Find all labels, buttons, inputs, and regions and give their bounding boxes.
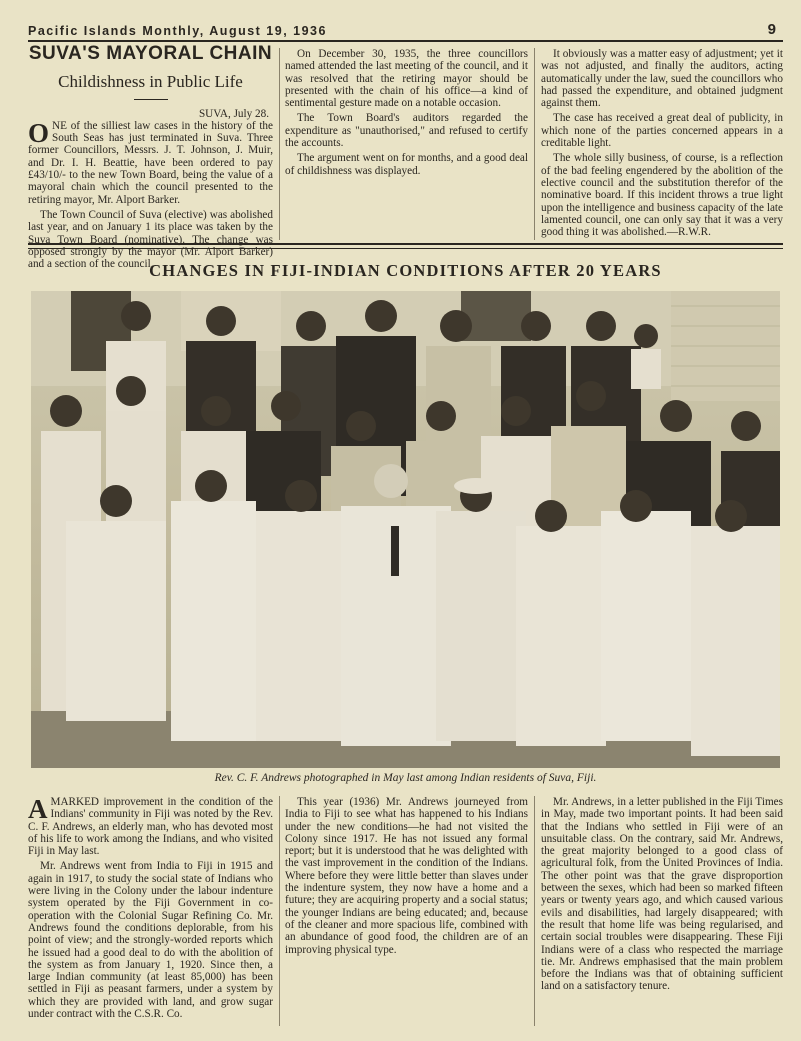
article1-column-2	[285, 48, 528, 180]
article1-paragraph: The whole silly business, of course, is a reflection of the bad feeling engendered by the abolition of the elective council and the substitution therefor of the nominative board. If this incident throws a true light upon the intelligence and business capacity of the late lamented council, one can only say that it was a very good thing it was abolished.—R.W.R.	[541, 152, 783, 239]
section-rule-thin	[28, 248, 783, 249]
subhead-divider	[134, 99, 168, 100]
article2-column-1	[28, 796, 273, 1023]
article2-paragraph: Mr. Andrews, in a letter published in the Fiji Times in May, made two important points. It had been said that the Indians who settled in Fiji were of an unsuitable class. On the contrary, said Mr. Andrews, the great majority belonged to a good class of agricultural folk, from the United Provinces of India. The other point was that the grave disproportion between the sexes, which had been so marked fifteen years or twenty years ago, and which caused various evils and disabilities, had largely disappeared; with the result that home life was being regularised, and certain social troubles were disappearing. These Fiji Indians were of a class who respected the marriage tie. Mr. Andrews emphasised that the main problem before the Indians was that of obtaining sufficient land on a satisfactory tenure.	[541, 796, 783, 993]
article2-paragraph: This year (1936) Mr. Andrews journeyed from India to Fiji to see what has happened to his Indians under the new conditions—he had not visited the Colony since 1917. He has not issued any formal report; but it is understood that he was delighted with the vast improvement in the condition of the Indians. Where before they were little better than slaves under the indenture system, they now have a home and a future; they are acquiring property and a social status; the younger Indians are being educated; and, because of the cleaner and more spacious life, combined with an abundance of good food, the children are of an improving physical type.	[285, 796, 528, 956]
article1-column-1	[28, 43, 273, 273]
column-separator	[279, 48, 280, 240]
column-separator	[279, 796, 280, 1026]
article1-paragraph: The argument went on for months, and a good deal of childishness was displayed.	[285, 152, 528, 177]
article2-paragraph: Mr. Andrews went from India to Fiji in 1915 and again in 1917, to study the social state of Indians who were living in the Colony under the labour indenture system operated by the Fiji Government in co-operation with the Colonial Sugar Refining Co. Mr. Andrews found the conditions deplorable, from his point of view; and the strongly-worded reports which he issued had a good deal to do with the abolition of the system as from January 1, 1920. Since then, a large Indian community (at least 85,000) has been settled in Fiji as peasant farmers, under a system by which they are provided with land, and grow sugar under contract with the C.S.R. Co.	[28, 860, 273, 1021]
article1-paragraph: The Town Council of Suva (elective) was abolished last year, and on January 1 its place was taken by the Suva Town Board (nominative). The change was opposed strongly by the mayor (Mr. Alport Barker) and a section of the council.	[28, 208, 273, 271]
article2-dropcap: A	[28, 794, 48, 824]
article1-headline: SUVA'S MAYORAL CHAIN	[28, 43, 273, 64]
publication-line: Pacific Islands Monthly, August 19, 1936	[28, 24, 327, 38]
article2-paragraph: AMARKED improvement in the condition of the Indians' community in Fiji was noted by the Rev. C. F. Andrews, an elderly man, who has devoted most of his life to work among the Indians, and who visited Fiji in May last.	[28, 794, 273, 858]
section-rule	[28, 243, 783, 245]
article1-paragraph: It obviously was a matter easy of adjustment; yet it was not adjusted, and finally the auditors, acting automatically under the law, sued the councillors who had passed the expenditure, and obtained judgment against them.	[541, 48, 783, 110]
photograph-illustration	[31, 291, 780, 768]
article1-paragraph: The Town Board's auditors regarded the expenditure as "unauthorised," and refused to certify the accounts.	[285, 112, 528, 150]
article2-column-3	[541, 796, 783, 996]
page-header	[28, 14, 776, 38]
article2-title: CHANGES IN FIJI-INDIAN CONDITIONS AFTER 20 YEARS	[149, 261, 662, 280]
article1-paragraph: The case has received a great deal of publicity, in which none of the parties concerned appears in a creditable light.	[541, 112, 783, 150]
article1-dropcap: O	[28, 117, 50, 148]
page-number: 9	[767, 21, 776, 38]
article1-paragraph: On December 30, 1935, the three councillors named attended the last meeting of the council, and it was resolved that the retiring mayor should be presented with the chain of his office—a kind of sentimental gesture made on a notable occasion.	[285, 48, 528, 110]
column-separator	[534, 796, 535, 1026]
column-separator	[534, 48, 535, 240]
photo-tint	[31, 291, 780, 768]
article1-subhead: Childishness in Public Life	[58, 72, 243, 92]
group-photograph	[31, 291, 780, 768]
header-rule	[28, 40, 783, 42]
article1-dateline: SUVA, July 28.	[198, 107, 269, 120]
article2-column-2	[285, 796, 528, 959]
photo-caption: Rev. C. F. Andrews photographed in May last among Indian residents of Suva, Fiji.	[214, 772, 597, 784]
article1-column-3	[541, 48, 783, 241]
article1-paragraph: ONE of the silliest law cases in the history of the South Seas has just terminated in Suva. Three former Councillors, Messrs. J. T. Johnson, J. Muir, and Dr. I. H. Beattie, have been ordered to pay £43/10/- to the new Town Board, being the value of a mayoral chain which the council presented to the retiring mayor, Mr. Alport Barker.	[28, 117, 273, 206]
